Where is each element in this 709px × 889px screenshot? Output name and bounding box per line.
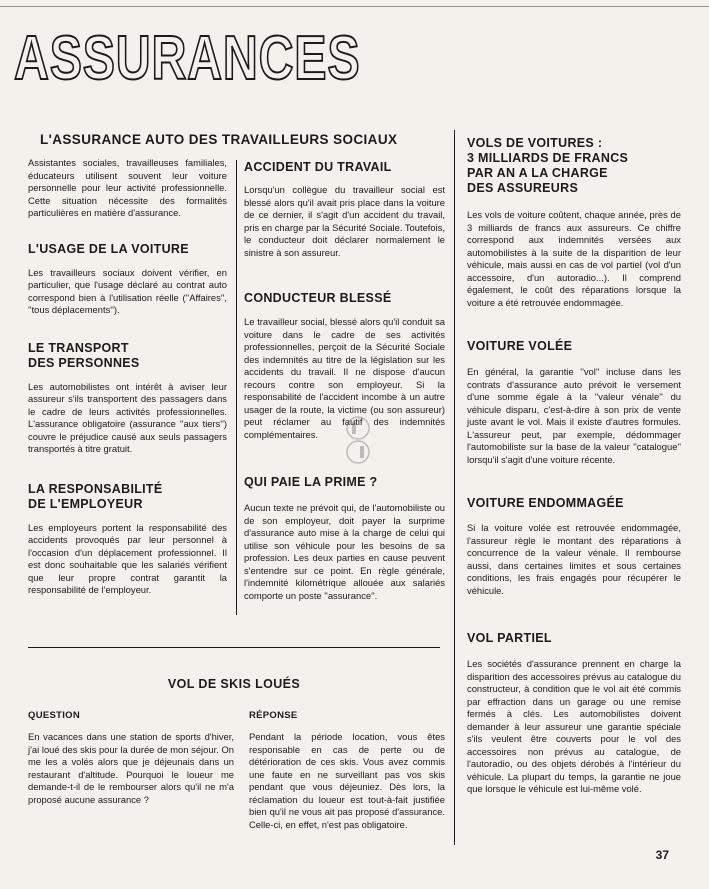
transport-heading-line2: DES PERSONNES (28, 355, 140, 370)
conducteur-heading: CONDUCTEUR BLESSÉ (244, 291, 392, 305)
column-divider-1 (236, 160, 237, 615)
usage-heading: L'USAGE DE LA VOITURE (28, 241, 189, 256)
library-stamp-icon (340, 414, 376, 466)
transport-heading (28, 341, 227, 371)
reponse-paragraph: Pendant la période location, vous êtes responsable en cas de perte ou de détérioration de ces skis. Vous avez commis une faute en ne surveillant pas vos skis pendant que vous déjeuniez. Dès lors, la réclamation du loueur est tout-à-fait justifiée bien qu'il ne vous ait pas proposé d'assurance. Celle-ci, en effet, n'est pas obligatoire. (249, 731, 445, 830)
volee-paragraph: En général, la garantie ''vol'' incluse dans les contrats d'assurance auto prévoit le versement d'une somme égale à la ''valeur vénale'' du véhicule disparu, c'est-à-dire à son prix de vente juste avant le vol. Mais il existe d'autres formules. L'assureur peut, par exemple, dédommager l'automobiliste sur la base de la valeur ''catalogue'' lorsqu'il s'agit d'une voiture récente. (467, 366, 681, 465)
responsabilite-paragraph: Les employeurs portent la responsabilité des accidents provoqués par leur personnel à l'occasion d'un déplacement professionnel. Il est donc souhaitable que les salariés vérifient que leur propre contrat garantit la responsabilité de l'employeur. (28, 521, 227, 595)
transport-paragraph: Les automobilistes ont intérêt à aviser leur assureur s'ils transportent des passagers dans le cadre de leurs activités professionnelles. L'assurance obligatoire (assurance ''aux tiers'') couvre le préjudice causé aux seuls passagers transportés à titre gratuit. (28, 380, 227, 454)
skis-heading: VOL DE SKIS LOUÉS (167, 677, 301, 691)
question-label: QUESTION (28, 710, 81, 721)
question-paragraph: En vacances dans une station de sports d'hiver, j'ai loué des skis pour la durée de mon séjour. On me les a volés alors que je déjeunais dans un restaurant d'altitude. Pourquoi le loueur me demande-t-il de le rembourser alors qu'il ne m'a proposé aucune assurance ? (28, 731, 234, 805)
vols-heading-line2: 3 MILLIARDS DE FRANCS (467, 151, 629, 165)
conducteur-paragraph: Le travailleur social, blessé alors qu'il conduit sa voiture dans le cadre de ses activités professionnelles, perçoit de la Sécurité Sociale des indemnités au titre de la législation sur les accidents du travail. Il ne dispose d'aucun recours contre son employeur. Si la responsabilité de l'accident incombe à un autre usager de la route, la victime (ou son assureur) peut réclamer au fautif des indemnités complémentaires. (244, 316, 445, 440)
partiel-heading: VOL PARTIEL (467, 631, 552, 645)
accident-paragraph: Lorsqu'un collègue du travailleur social est blessé alors qu'il avait pris place dans la voiture de ce dernier, il s'agit d'un accident du travail, pris en charge par la Sécurité Sociale. Toutefois, le conducteur doit déclarer normalement le sinistre à son assureur. (244, 184, 445, 258)
usage-paragraph: Les travailleurs sociaux doivent vérifier, en particulier, que l'usage déclaré au contrat auto correspond bien à l'utilisation réelle (''Affaires'', ''tous déplacements''). (28, 266, 227, 315)
intro-paragraph: Assistantes sociales, travailleuses familiales, éducateurs utilisent souvent leur voiture personnelle pour leur activité professionnelle. Cette situation nécessite des formalités particulières en matière d'assurance. (28, 157, 227, 218)
endommagee-paragraph: Si la voiture volée est retrouvée endommagée, l'assureur règle le montant des réparations à concurrence de la valeur vénale. Il rembourse aussi, dans certaines limites et sous certaines conditions, les frais engagés pour récupérer le véhicule. (467, 522, 681, 596)
responsabilite-heading-line1: LA RESPONSABILITÉ (28, 481, 163, 496)
section-masthead: ASSURANCES (14, 24, 361, 93)
column-divider-2 (454, 130, 455, 845)
vols-heading-line3: PAR AN A LA CHARGE (467, 166, 608, 180)
column-middle (244, 160, 445, 602)
prime-paragraph: Aucun texte ne prévoit qui, de l'automobiliste ou de son employeur, doit payer la surprime d'assurance auto mise à la charge de celui qui utilise son véhicule pour les besoins de sa profession. Les deux parties en cause peuvent s'entendre sur ce point. En règle générale, l'indemnité kilométrique allouée aux salariés comporte un poste ''assurance''. (244, 502, 445, 601)
column-right (467, 136, 681, 796)
prime-heading: QUI PAIE LA PRIME ? (244, 475, 378, 489)
main-article-title: L'ASSURANCE AUTO DES TRAVAILLEURS SOCIAUX (40, 132, 398, 147)
skis-answer (249, 710, 445, 831)
column-left (28, 157, 227, 597)
vols-paragraph: Les vols de voiture coûtent, chaque année, près de 3 milliards de francs aux assureurs. Ce chiffre correspond aux indemnités versées aux automobilistes à la suite de la disparition de leur véhicule, mais aussi en cas de vol partiel (vol d'un accessoire, d'un autoradio...). Il comprend également, le coût des réparations lorsque la voiture a été retrouvée endommagée. (467, 209, 681, 308)
accident-heading: ACCIDENT DU TRAVAIL (244, 160, 392, 174)
top-rule (0, 6, 709, 7)
vols-heading (467, 136, 681, 196)
reponse-label: RÉPONSE (249, 710, 298, 721)
partiel-paragraph: Les sociétés d'assurance prennent en charge la disparition des accessoires prévus au catalogue du constructeur, à condition que le vol ait été commis par effraction dans un garage ou une remise fermés à clés. Les automobilistes doivent demander à leur assureur une garantie spéciale s'ils veulent être couverts pour le vol des accessoires non prévus au catalogue, de l'autoradio, ou des objets dérobés à l'intérieur du véhicule. La plupart du temps, la garantie ne joue que lorsque le véhicule est lui-même volé. (467, 658, 681, 794)
responsabilite-heading-line2: DE L'EMPLOYEUR (28, 496, 143, 511)
page-number: 37 (655, 848, 669, 862)
skis-section-rule (28, 647, 440, 648)
vols-heading-line1: VOLS DE VOITURES : (467, 136, 603, 150)
volee-heading: VOITURE VOLÉE (467, 339, 573, 353)
transport-heading-line1: LE TRANSPORT (28, 340, 129, 355)
responsabilite-heading (28, 482, 227, 512)
skis-question (28, 710, 234, 806)
endommagee-heading: VOITURE ENDOMMAGÉE (467, 496, 624, 510)
vols-heading-line4: DES ASSUREURS (467, 181, 579, 195)
